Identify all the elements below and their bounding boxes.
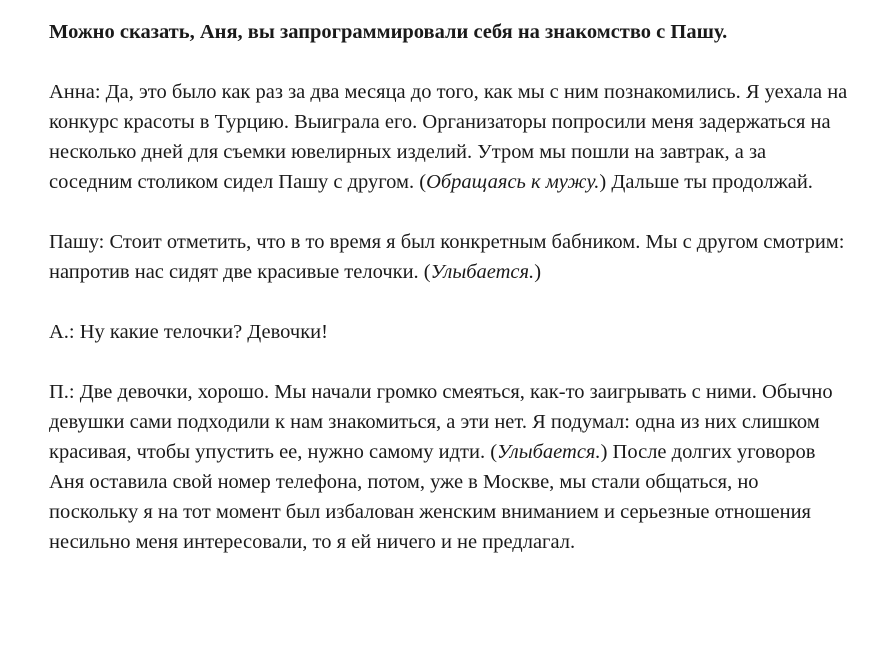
answer-text-tail: ) После долгих уговоров Аня оставила свой номер телефона, потом, уже в Москве, мы стали общаться, но поскольку я на тот момент был избалован женским вниманием и серьезные отношения несильно меня интересовали, то я ей ничего и не предлагал. (49, 441, 816, 553)
interview-question (49, 17, 852, 47)
stage-remark: Улыбается. (497, 441, 601, 463)
stage-remark: Улыбается. (430, 261, 535, 283)
answer-text: Анна: Да, это было как раз за два месяца до того, как мы с ним познакомились. Я уехала на конкурс красоты в Турцию. Выиграла его. Организаторы попросили меня задержаться на несколько дней для съемки ювелирных изделий. Утром мы пошли на завтрак, а за соседним столиком сидел Пашу с другом. ( (49, 81, 848, 193)
answer-anna-2 (49, 317, 852, 347)
answer-text: П.: Две девочки, хорошо. Мы начали громко смеяться, как-то заигрывать с ними. Обычно девушки сами подходили к нам знакомиться, а эти нет. Я подумал: одна из них слишком красивая, чтобы упустить ее, нужно самому идти. ( (49, 381, 833, 463)
stage-remark: Обращаясь к мужу. (426, 171, 600, 193)
answer-text-tail: ) Дальше ты продолжай. (599, 171, 813, 193)
answer-pashu-2 (49, 377, 852, 557)
answer-text-tail: ) (534, 261, 542, 283)
question-text: Можно сказать, Аня, вы запрограммировали себя на знакомство с Пашу. (49, 21, 728, 43)
answer-text: Пашу: Стоит отметить, что в то время я был конкретным бабником. Мы с другом смотрим: напротив нас сидят две красивые телочки. ( (49, 231, 845, 283)
answer-pashu-1 (49, 227, 852, 287)
answer-text: А.: Ну какие телочки? Девочки! (49, 321, 328, 343)
answer-anna-1 (49, 77, 852, 197)
